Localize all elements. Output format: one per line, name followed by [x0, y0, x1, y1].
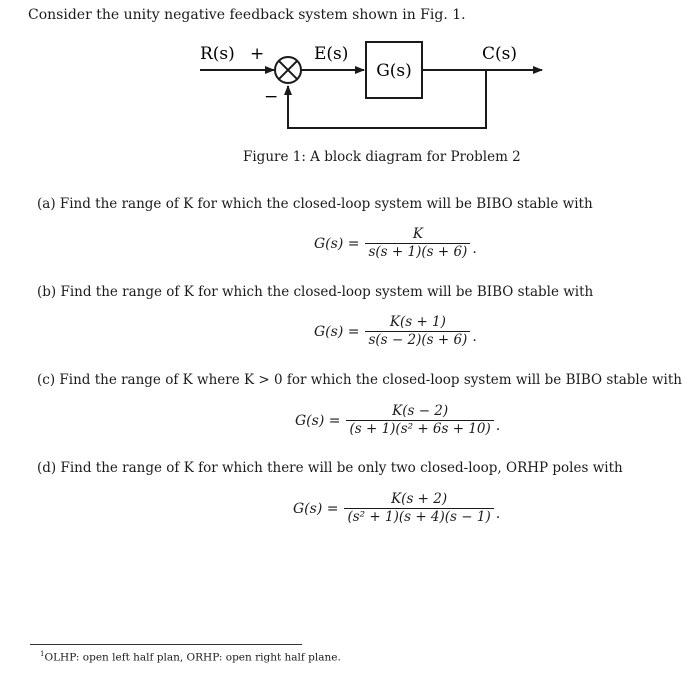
- equation-d-lhs: G(s) =: [293, 500, 339, 517]
- denominator-a: s(s + 1)(s + 6): [368, 244, 468, 260]
- summing-junction: [275, 57, 301, 83]
- equation-a-lhs: G(s) =: [314, 235, 360, 252]
- equation-b-end: .: [472, 329, 477, 345]
- fraction-a: [365, 226, 470, 261]
- fraction-c: [346, 403, 493, 438]
- numerator-a: K: [412, 226, 423, 242]
- intro-text: Consider the unity negative feedback system shown in Fig. 1.: [28, 7, 466, 23]
- equation-c-lhs: G(s) =: [295, 412, 341, 429]
- figure-caption: Figure 1: A block diagram for Problem 2: [243, 149, 521, 165]
- part-b-text: (b) Find the range of K for which the closed-loop system will be BIBO stable with: [37, 284, 594, 300]
- equation-d: [293, 491, 500, 526]
- footnote-text: OLHP: open left half plan, ORHP: open right half plane.: [44, 651, 341, 664]
- plus-sign: +: [250, 44, 265, 64]
- part-a-text: (a) Find the range of K for which the closed-loop system will be BIBO stable with: [37, 196, 593, 212]
- numerator-d: K(s + 2): [391, 491, 448, 507]
- equation-a: [314, 226, 477, 261]
- fraction-b: [365, 314, 470, 349]
- equation-d-end: .: [495, 506, 501, 522]
- footnote: [40, 650, 341, 664]
- denominator-c: (s + 1)(s² + 6s + 10): [349, 421, 491, 437]
- equation-b: [314, 314, 477, 349]
- denominator-d: (s² + 1)(s + 4)(s − 1): [347, 509, 491, 525]
- equation-c: [295, 403, 500, 438]
- equation-b-lhs: G(s) =: [314, 323, 360, 340]
- block-label: G(s): [376, 61, 412, 81]
- numerator-b: K(s + 1): [389, 314, 446, 330]
- fraction-d: [344, 491, 493, 526]
- equation-c-end: .: [495, 418, 501, 434]
- minus-sign: −: [264, 87, 279, 107]
- footnote-mark: 1: [40, 650, 45, 658]
- output-label: C(s): [482, 44, 517, 64]
- numerator-c: K(s − 2): [392, 403, 449, 419]
- part-d-text: (d) Find the range of K for which there will be only two closed-loop, ORHP poles with: [37, 460, 623, 476]
- denominator-b: s(s − 2)(s + 6): [368, 332, 468, 348]
- input-label: R(s): [200, 44, 235, 64]
- footnote-rule: [30, 644, 302, 645]
- error-label: E(s): [314, 44, 349, 64]
- part-c-text: (c) Find the range of K where K > 0 for which the closed-loop system will be BIBO stable with: [37, 372, 682, 388]
- block-diagram: [190, 36, 560, 136]
- equation-a-end: .: [472, 241, 477, 257]
